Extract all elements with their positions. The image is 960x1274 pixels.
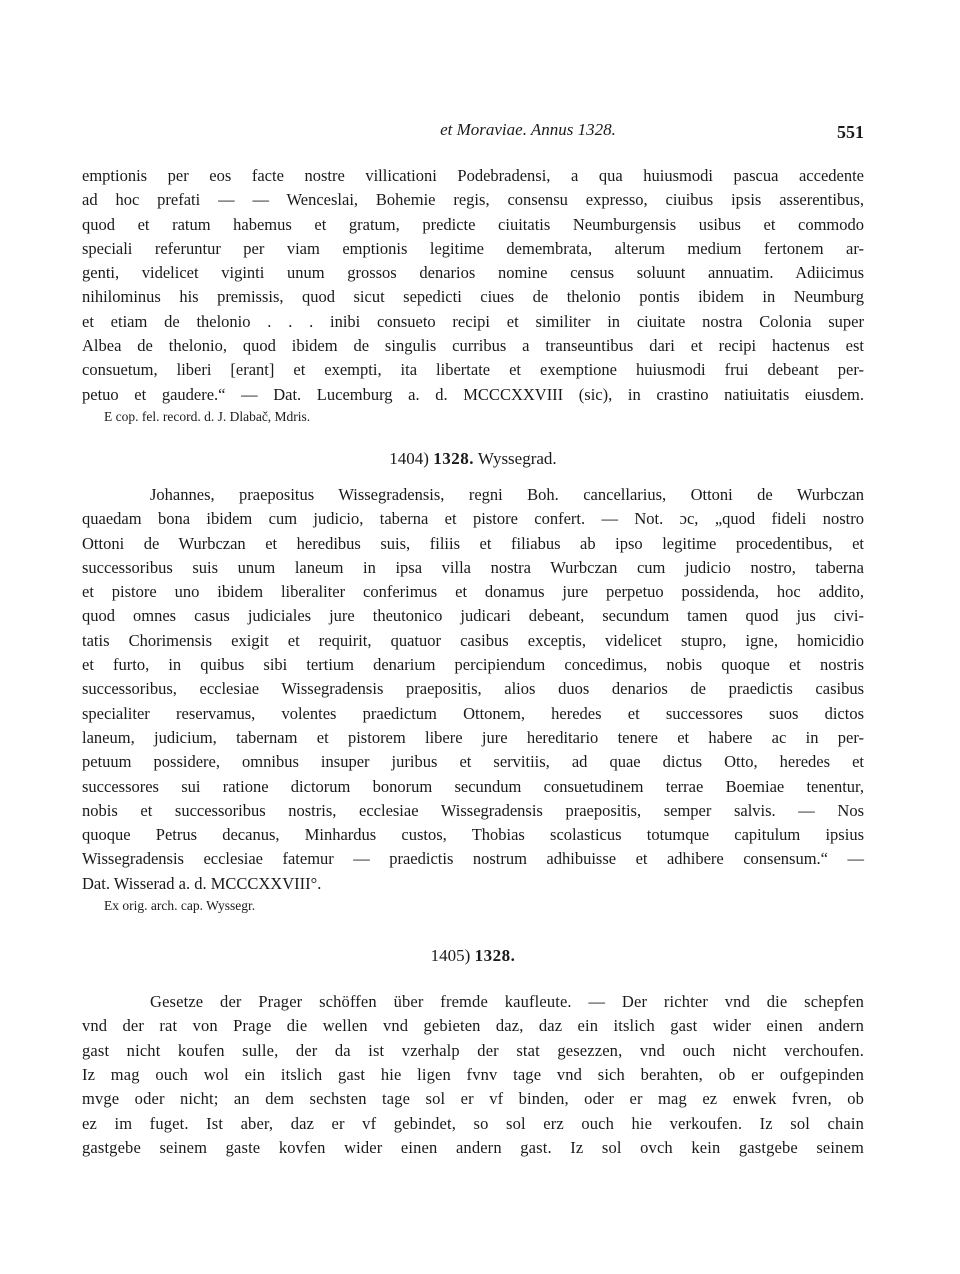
text-line: speciali referuntur per viam emptionis legitime demembrata, alterum medium fertonem ar- (82, 238, 864, 258)
text-line: Iz mag ouch wol ein itslich gast hie ligen fvnv tage vnd sich berahten, ob er oufgepinden (82, 1064, 864, 1084)
document-year: 1328. (474, 946, 516, 966)
text-line: Gesetze der Prager schöffen über fremde kaufleute. — Der richter vnd die schepfen (150, 992, 864, 1012)
document-page (82, 120, 864, 1160)
text-line: tatis Chorimensis exigit et requirit, quatuor casibus exceptis, videlicet stupro, igne, homicidio (82, 630, 864, 650)
document-heading-1404 (82, 447, 864, 471)
document-heading-1405 (82, 944, 864, 968)
page-header (82, 120, 864, 148)
text-line: quod omnes casus judiciales jure theutonico judicari debeant, secundum tamen quod jus civi- (82, 606, 864, 626)
text-line: quod et ratum habemus et gratum, predicte ciuitatis Neumburgensis usibus et commodo (82, 214, 864, 234)
paragraph-continuation (82, 164, 864, 407)
text-line: Wissegradensis ecclesiae fatemur — praedictis nostrum adhibuisse et adhibere consensum.“ — (82, 849, 864, 869)
paragraph-1404 (82, 483, 864, 896)
text-line: nobis et successoribus nostris, ecclesiae Wissegradensis praepositis, semper salvis. — Nos (82, 800, 864, 820)
running-head: et Moraviae. Annus 1328. (440, 120, 616, 139)
text-line: et pistore uno ibidem liberaliter conferimus et donamus jure perpetuo possidenda, hoc addito, (82, 582, 864, 602)
text-line: gastgebe seinem gaste kovfen wider einen andern gast. Iz sol ovch kein gastgebe seinem (82, 1137, 864, 1157)
text-line: mvge oder nicht; an dem sechsten tage sol er vf binden, oder er mag ez enwek fvren, ob (82, 1089, 864, 1109)
text-line: vnd der rat von Prage die wellen vnd gebieten daz, daz ein itslich gast wider einen andern (82, 1016, 864, 1036)
text-line: nihilominus his premissis, quod sicut sepedicti ciues de thelonio pontis ibidem in Neumburg (82, 287, 864, 307)
text-line: et furto, in quibus sibi tertium denarium percipiendum concedimus, nobis quoque et nostris (82, 655, 864, 675)
text-line: laneum, judicium, tabernam et pistorem libere jure hereditario tenere et habere ac in per- (82, 727, 864, 747)
text-line: Ottoni de Wurbczan et heredibus suis, filiis et filiabus ab ipso legitime procedentibus, et (82, 533, 864, 553)
text-line: Johannes, praepositus Wissegradensis, regni Boh. cancellarius, Ottoni de Wurbczan (150, 484, 864, 504)
text-line: ad hoc prefati — — Wenceslai, Bohemie regis, consensu expresso, ciuibus ipsis asserentibus, (82, 190, 864, 210)
text-line: quoque Petrus decanus, Minhardus custos, Thobias scolasticus totumque capitulum ipsius (82, 825, 864, 845)
text-line: successoribus, ecclesiae Wissegradensis praepositis, alios duos denarios de praedictis casibus (82, 679, 864, 699)
text-line: genti, videlicet viginti unum grossos denarios nomine census soluunt annuatim. Adiicimus (82, 263, 864, 283)
source-note: Ex orig. arch. cap. Wyssegr. (104, 898, 256, 914)
text-line: ez im fuget. Ist aber, daz er vf gebindet, so sol erz ouch hie verkoufen. Iz sol chain (82, 1113, 864, 1133)
text-line: emptionis per eos facte nostre villicationi Podebradensi, a qua huiusmodi pascua accedente (82, 166, 864, 185)
document-number: 1405) (430, 946, 471, 966)
text-line: successores sui ratione dictorum bonorum secundum consuetudinem terrae Boemiae tenentur, (82, 776, 864, 796)
text-line: Albea de thelonio, quod ibidem de singulis curribus a transeuntibus dari et recipi hactenus est (82, 336, 864, 356)
text-line: specialiter reservamus, volentes praedictum Ottonem, heredes et successores suos dictos (82, 703, 864, 723)
text-line: petuo et gaudere.“ — Dat. Lucemburg a. d. MCCCXXVIII (sic), in crastino natiuitatis eiusdem. (82, 384, 864, 404)
document-place: Wyssegrad. (477, 448, 557, 468)
text-line: quaedam bona ibidem cum judicio, taberna et pistore confert. — Not. ɔc, „quod fideli nostro (82, 509, 864, 529)
text-line: et etiam de thelonio . . . inibi consueto recipi et similiter in ciuitate nostra Colonia super (82, 311, 864, 331)
document-number: 1404) (389, 448, 429, 468)
text-line: petuum possidere, omnibus insuper juribus et servitiis, ad quae dictus Otto, heredes et (82, 752, 864, 772)
text-line: gast nicht koufen sulle, der da ist vzerhalp der stat gesezzen, vnd ouch nicht verchoufen. (82, 1040, 864, 1060)
text-line: Dat. Wisserad a. d. MCCCXXVIII°. (82, 873, 322, 893)
text-line: successoribus suis unum laneum in ipsa villa nostra Wurbczan cum judicio nostro, taberna (82, 557, 864, 577)
page-number: 551 (837, 122, 864, 142)
source-note: E cop. fel. record. d. J. Dlabač, Mdris. (104, 408, 311, 424)
paragraph-1405 (82, 990, 864, 1160)
document-year: 1328. (433, 448, 474, 468)
text-line: consuetum, liberi [erant] et exempti, ita libertate et exemptione huiusmodi frui debeant per- (82, 360, 864, 380)
